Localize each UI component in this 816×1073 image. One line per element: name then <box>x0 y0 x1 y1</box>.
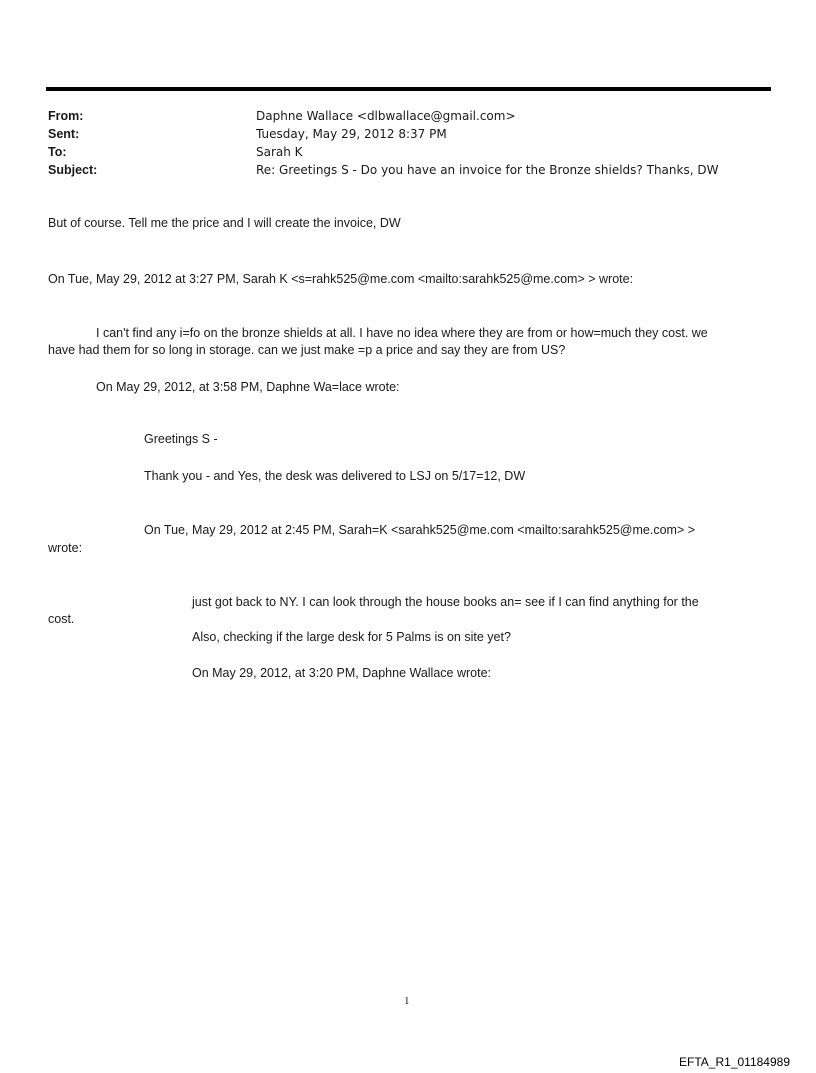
sent-value: Tuesday, May 29, 2012 8:37 PM <box>256 127 447 141</box>
body-line: Thank you - and Yes, the desk was delivered to LSJ on 5/17=12, DW <box>144 469 526 483</box>
body-line: But of course. Tell me the price and I will create the invoice, DW <box>48 216 401 230</box>
quote-header: On Tue, May 29, 2012 at 3:27 PM, Sarah K <s=rahk525@me.com <mailto:sarahk525@me.com> > wrote: <box>48 272 634 286</box>
body-line: I can't find any i=fo on the bronze shields at all. I have no idea where they are from or how=much they cost. we <box>96 326 708 340</box>
bates-number: EFTA_R1_01184989 <box>679 1055 790 1069</box>
quote-header-continued: wrote: <box>48 541 83 555</box>
page-number: 1 <box>404 995 410 1007</box>
body-line: just got back to NY. I can look through the house books an= see if I can find anything for the <box>192 595 699 609</box>
quote-header: On May 29, 2012, at 3:58 PM, Daphne Wa=lace wrote: <box>96 380 400 394</box>
body-line: Greetings S - <box>144 432 218 446</box>
body-line: Also, checking if the large desk for 5 Palms is on site yet? <box>192 630 511 644</box>
subject-value: Re: Greetings S - Do you have an invoice for the Bronze shields? Thanks, DW <box>256 163 719 177</box>
header-rule <box>46 87 771 91</box>
from-label: From: <box>48 109 84 123</box>
body-line: cost. <box>48 612 75 626</box>
sent-label: Sent: <box>48 127 80 141</box>
subject-label: Subject: <box>48 163 98 177</box>
to-label: To: <box>48 145 67 159</box>
quote-header: On Tue, May 29, 2012 at 2:45 PM, Sarah=K <sarahk525@me.com <mailto:sarahk525@me.com> > <box>144 523 696 537</box>
body-line: have had them for so long in storage. can we just make =p a price and say they are from US? <box>48 343 566 357</box>
from-value: Daphne Wallace <dlbwallace@gmail.com> <box>256 109 516 123</box>
to-value: Sarah K <box>256 145 303 159</box>
quote-header: On May 29, 2012, at 3:20 PM, Daphne Wallace wrote: <box>192 666 491 680</box>
